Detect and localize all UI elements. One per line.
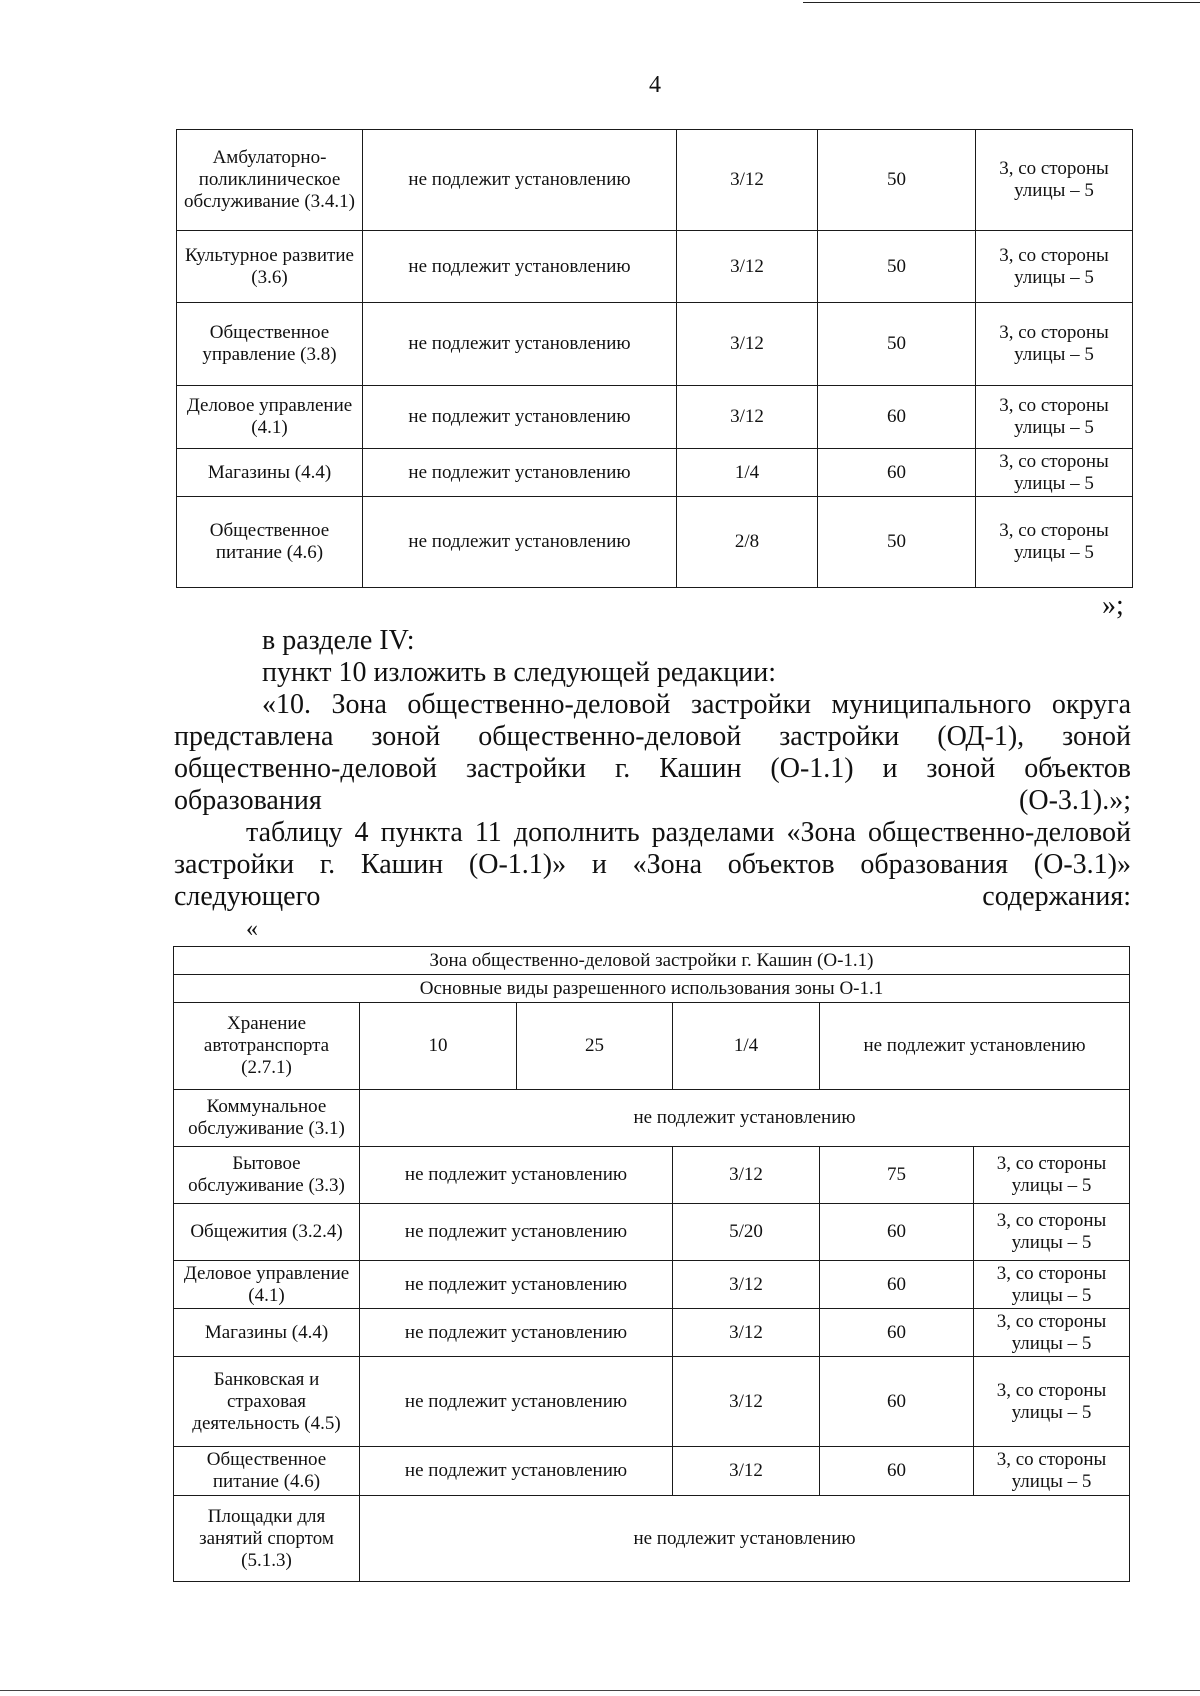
zoning-table-continued <box>176 129 1133 588</box>
use-type-cell: Общественное питание (4.6) <box>177 497 363 588</box>
value-cell: не подлежит установлению <box>363 386 677 449</box>
table-row <box>174 1261 1130 1309</box>
point-instruction: пункт 10 изложить в следующей редакции: <box>262 657 776 688</box>
table-row <box>174 1357 1130 1447</box>
value-cell: 60 <box>818 386 976 449</box>
value-cell: 50 <box>818 130 976 231</box>
value-cell: 3/12 <box>677 386 818 449</box>
value-cell: не подлежит установлению <box>360 1309 673 1357</box>
value-cell: не подлежит установлению <box>360 1357 673 1447</box>
value-cell: 25 <box>517 1003 673 1090</box>
value-cell: 3/12 <box>677 231 818 303</box>
value-cell: 60 <box>820 1357 974 1447</box>
zone-title-cell: Зона общественно-деловой застройки г. Кашин (О-1.1) <box>174 947 1130 975</box>
use-type-cell: Деловое управление (4.1) <box>177 386 363 449</box>
table-row <box>177 497 1133 588</box>
use-type-cell: Площадки для занятий спортом (5.1.3) <box>174 1496 360 1582</box>
table-row <box>174 1496 1130 1582</box>
section-heading: в разделе IV: <box>262 625 415 656</box>
value-cell: 60 <box>820 1204 974 1261</box>
table1-body <box>177 130 1133 588</box>
table-row <box>174 1003 1130 1090</box>
value-cell: не подлежит установлению <box>360 1496 1130 1582</box>
value-cell: 3/12 <box>673 1357 820 1447</box>
table-row <box>177 386 1133 449</box>
value-cell: не подлежит установлению <box>363 449 677 497</box>
value-cell: не подлежит установлению <box>360 1204 673 1261</box>
table-row <box>174 1309 1130 1357</box>
value-cell: 50 <box>818 303 976 386</box>
bottom-rule <box>0 1690 1200 1691</box>
use-type-cell: Общественное управление (3.8) <box>177 303 363 386</box>
table-row <box>177 130 1133 231</box>
value-cell: 75 <box>820 1147 974 1204</box>
value-cell: 1/4 <box>677 449 818 497</box>
value-cell: не подлежит установлению <box>360 1090 1130 1147</box>
use-type-cell: Магазины (4.4) <box>177 449 363 497</box>
value-cell: 3, со стороны улицы – 5 <box>976 303 1133 386</box>
zoning-table-o-1-1 <box>173 946 1130 1582</box>
table-row <box>174 1204 1130 1261</box>
subtitle-cell: Основные виды разрешенного использования зоны О-1.1 <box>174 975 1130 1003</box>
value-cell: 50 <box>818 497 976 588</box>
value-cell: 2/8 <box>677 497 818 588</box>
value-cell: 3/12 <box>673 1147 820 1204</box>
value-cell: не подлежит установлению <box>360 1447 673 1496</box>
use-type-cell: Деловое управление (4.1) <box>174 1261 360 1309</box>
table-row <box>177 449 1133 497</box>
use-type-cell: Общежития (3.2.4) <box>174 1204 360 1261</box>
use-type-cell: Хранение автотранспорта (2.7.1) <box>174 1003 360 1090</box>
value-cell: 3, со стороны улицы – 5 <box>974 1147 1130 1204</box>
opening-quote: « <box>246 916 258 942</box>
value-cell: 60 <box>820 1447 974 1496</box>
value-cell: не подлежит установлению <box>363 231 677 303</box>
table-intro-paragraph: таблицу 4 пункта 11 дополнить разделами «Зона общественно-деловой застройки г. Кашин (О-1.1)» и «Зона объектов образования (О-3.1)» следующего содержания: <box>174 817 1131 912</box>
use-type-cell: Коммунальное обслуживание (3.1) <box>174 1090 360 1147</box>
use-type-cell: Магазины (4.4) <box>174 1309 360 1357</box>
use-type-cell: Общественное питание (4.6) <box>174 1447 360 1496</box>
value-cell: 3/12 <box>673 1261 820 1309</box>
use-type-cell: Культурное развитие (3.6) <box>177 231 363 303</box>
value-cell: не подлежит установлению <box>363 130 677 231</box>
value-cell: 60 <box>820 1309 974 1357</box>
value-cell: 3, со стороны улицы – 5 <box>976 449 1133 497</box>
use-type-cell: Банковская и страховая деятельность (4.5) <box>174 1357 360 1447</box>
value-cell: 3/12 <box>673 1447 820 1496</box>
table-row <box>177 231 1133 303</box>
use-type-cell: Амбулаторно-поликлиническое обслуживание (3.4.1) <box>177 130 363 231</box>
table2-body <box>174 1147 1130 1496</box>
closing-quote: »; <box>1102 590 1124 621</box>
table-row <box>174 1147 1130 1204</box>
value-cell: 3, со стороны улицы – 5 <box>974 1447 1130 1496</box>
value-cell: 3/12 <box>677 130 818 231</box>
value-cell: 3/12 <box>677 303 818 386</box>
value-cell: не подлежит установлению <box>363 497 677 588</box>
value-cell: 3, со стороны улицы – 5 <box>974 1309 1130 1357</box>
value-cell: 3, со стороны улицы – 5 <box>976 130 1133 231</box>
value-cell: 50 <box>818 231 976 303</box>
use-type-cell: Бытовое обслуживание (3.3) <box>174 1147 360 1204</box>
value-cell: 60 <box>820 1261 974 1309</box>
quote-paragraph-10: «10. Зона общественно-деловой застройки муниципального округа представлена зоной общественно-деловой застройки (ОД-1), зоной общественно-деловой застройки г. Кашин (О-1.1) и зоной объектов образования (О-3.1).»; <box>174 689 1131 816</box>
value-cell: 3/12 <box>673 1309 820 1357</box>
value-cell: 5/20 <box>673 1204 820 1261</box>
value-cell: 3, со стороны улицы – 5 <box>976 231 1133 303</box>
value-cell: не подлежит установлению <box>363 303 677 386</box>
value-cell: 1/4 <box>673 1003 820 1090</box>
value-cell: не подлежит установлению <box>360 1261 673 1309</box>
value-cell: 3, со стороны улицы – 5 <box>974 1261 1130 1309</box>
table-row <box>174 1447 1130 1496</box>
value-cell: 3, со стороны улицы – 5 <box>974 1357 1130 1447</box>
table-row <box>177 303 1133 386</box>
table-row <box>174 1090 1130 1147</box>
value-cell: 60 <box>818 449 976 497</box>
value-cell: не подлежит установлению <box>820 1003 1130 1090</box>
top-rule <box>803 2 1200 3</box>
value-cell: не подлежит установлению <box>360 1147 673 1204</box>
value-cell: 3, со стороны улицы – 5 <box>976 386 1133 449</box>
page-number: 4 <box>649 72 661 98</box>
value-cell: 3, со стороны улицы – 5 <box>974 1204 1130 1261</box>
value-cell: 3, со стороны улицы – 5 <box>976 497 1133 588</box>
value-cell: 10 <box>360 1003 517 1090</box>
